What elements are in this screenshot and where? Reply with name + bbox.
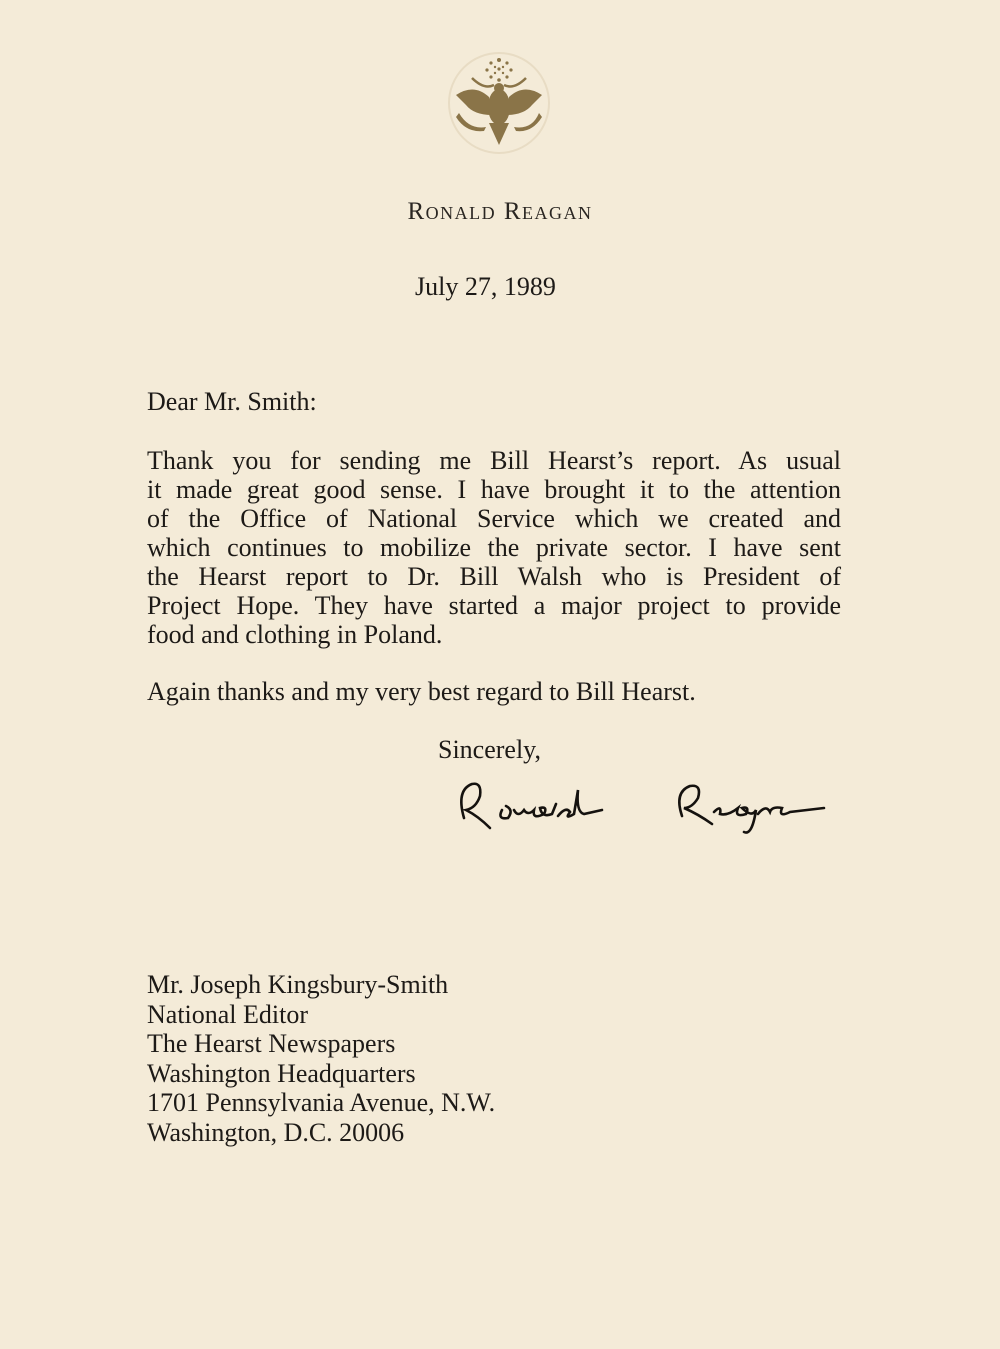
closing-paragraph: Again thanks and my very best regard to Bill Hearst.	[147, 677, 696, 706]
letterhead-name: Ronald Reagan	[407, 198, 593, 225]
body-line: Thank you for sending me Bill Hearst’s report. As usual	[147, 446, 841, 475]
body-line: the Hearst report to Dr. Bill Walsh who is President of	[147, 562, 841, 591]
address-line: 1701 Pennsylvania Avenue, N.W.	[147, 1088, 496, 1117]
address-line: The Hearst Newspapers	[147, 1029, 396, 1058]
body-paragraph	[147, 446, 841, 649]
letter-date: July 27, 1989	[415, 272, 556, 301]
address-line: National Editor	[147, 999, 309, 1029]
address-line: Mr. Joseph Kingsbury-Smith	[147, 970, 449, 999]
body-line: which continues to mobilize the private sector. I have sent	[147, 533, 841, 562]
recipient-address	[147, 970, 495, 1147]
body-line: Project Hope. They have started a major project to provide	[147, 591, 841, 620]
body-line: food and clothing in Poland.	[147, 620, 443, 649]
closing: Sincerely,	[438, 735, 541, 764]
presidential-seal-icon	[444, 45, 554, 155]
salutation: Dear Mr. Smith:	[147, 387, 317, 416]
body-line: it made great good sense. I have brought it to the attention	[147, 475, 841, 504]
signature	[452, 770, 842, 840]
address-line: Washington, D.C. 20006	[147, 1117, 405, 1147]
address-line: Washington Headquarters	[147, 1058, 416, 1088]
body-line: of the Office of National Service which we created and	[147, 504, 841, 533]
